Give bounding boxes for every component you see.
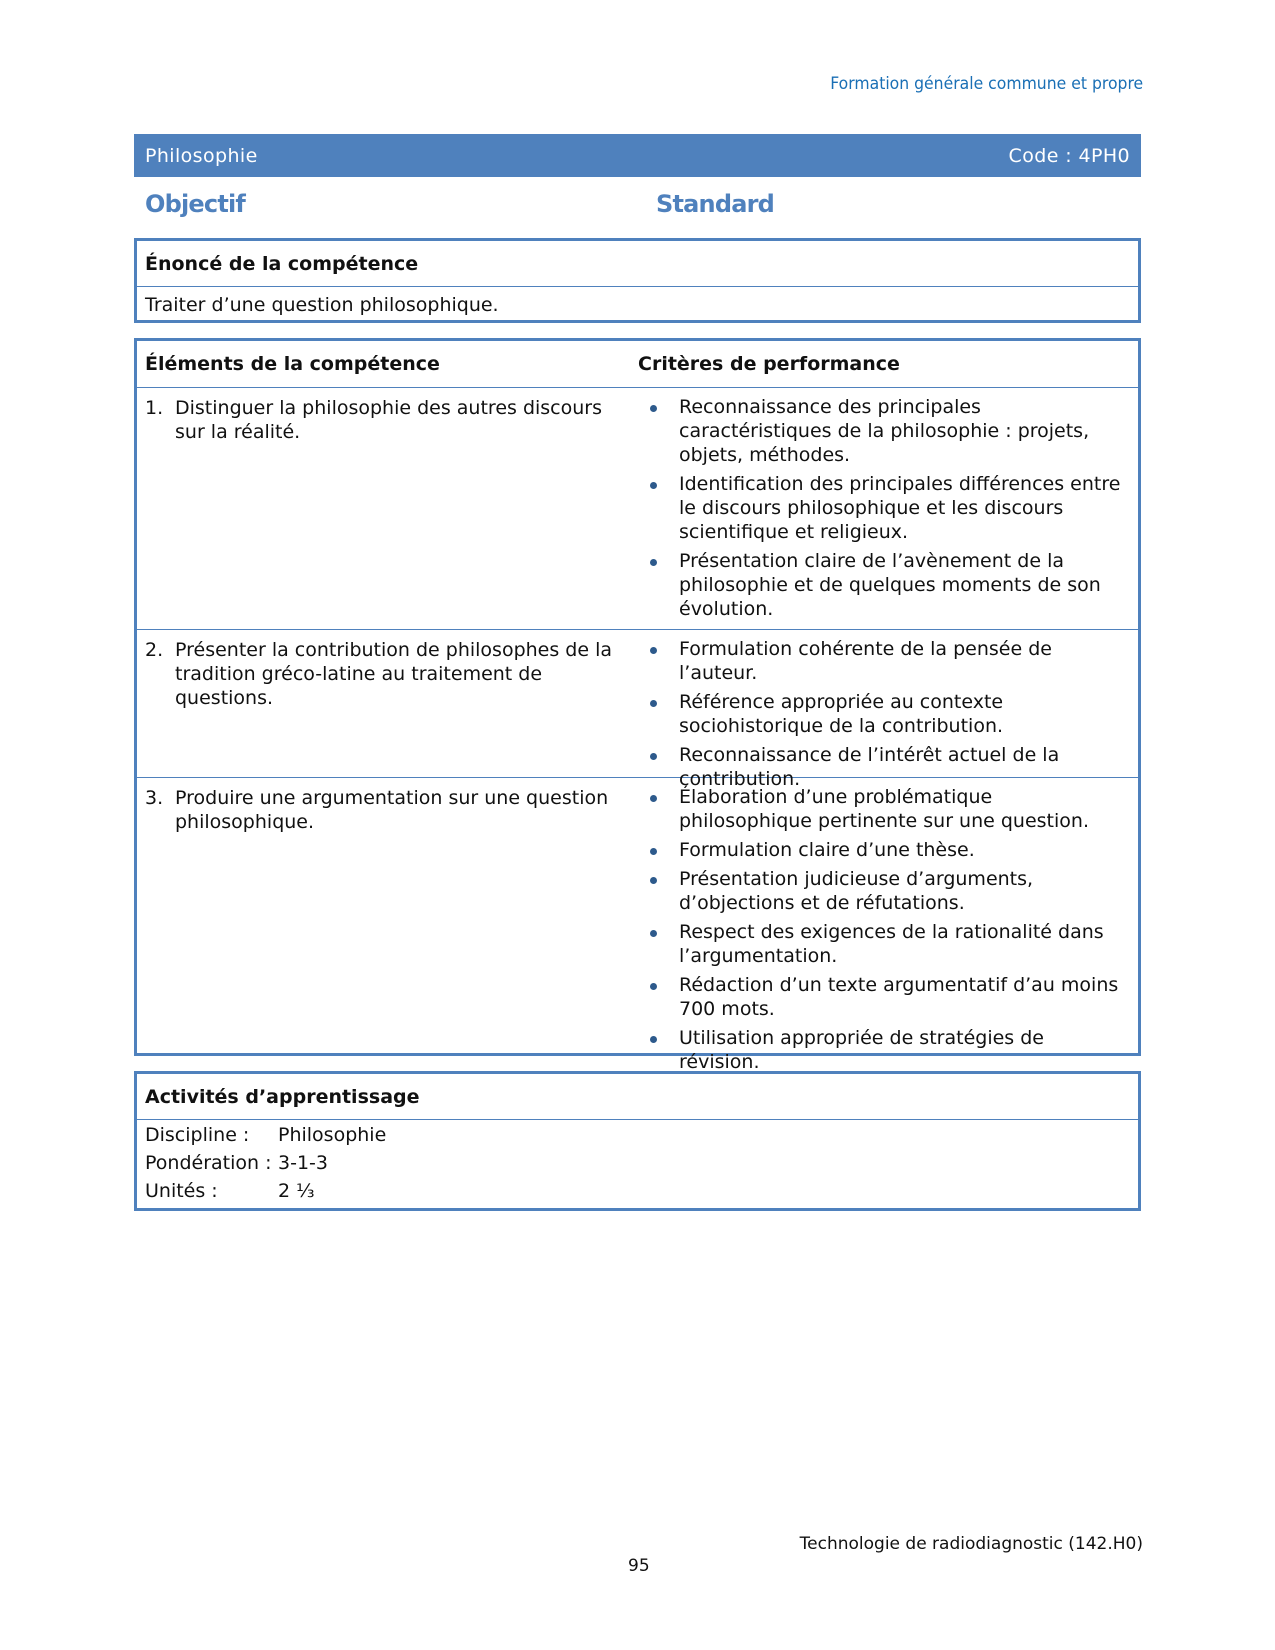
criterion-text: Rédaction d’un texte argumentatif d’au moins 700 mots. [679,974,1119,1020]
element-number: 2. [145,639,164,661]
bullet-icon [638,1026,679,1074]
footer-program: Technologie de radiodiagnostic (142.H0) [799,1534,1143,1554]
table-row [137,388,1138,630]
bullet-icon [638,973,679,1021]
list-item [638,838,1130,862]
bullet-icon [638,785,679,833]
elements-criteria-table [134,338,1141,1073]
element-cell [137,630,630,777]
table-row [137,630,1138,790]
element-number: 3. [145,787,164,809]
bullet-icon [638,920,679,968]
criterion-text: Formulation cohérente de la pensée de l’auteur. [679,638,1052,684]
bullet-icon [638,472,679,544]
criterion-text: Identification des principales différences entre le discours philosophique et les discours scientifique et religieux. [679,473,1121,543]
field-ponderation [145,1149,1130,1177]
bullet-icon [638,549,679,621]
criterion-text: Formulation claire d’une thèse. [679,839,975,861]
competence-statement-text: Traiter d’une question philosophique. [145,294,499,316]
table-row [137,778,1138,1080]
column-header-criteria: Critères de performance [638,353,900,375]
element-number: 1. [145,397,164,419]
bullet-icon [638,637,679,685]
learning-activities-body [137,1120,1138,1205]
element-text: Présenter la contribution de philosophes de la tradition gréco-latine au traitement de questions. [175,639,613,709]
course-code: Code : 4PH0 [1008,144,1130,167]
list-item [638,395,1130,467]
page-number: 95 [628,1556,650,1576]
competence-statement-header: Énoncé de la compétence [137,241,1138,287]
criterion-text: Utilisation appropriée de stratégies de révision. [679,1027,1044,1073]
element-text: Produire une argumentation sur une question philosophique. [175,787,609,833]
criterion-text: Respect des exigences de la rationalité dans l’argumentation. [679,921,1104,967]
criteria-cell [630,778,1138,1080]
field-label: Discipline : [145,1124,250,1146]
criterion-text: Élaboration d’une problématique philosophique pertinente sur une question. [679,786,1089,832]
field-value: Philosophie [278,1124,387,1146]
list-item [638,690,1130,738]
bullet-icon [638,743,679,791]
list-item [638,1026,1130,1074]
element-cell [137,388,630,629]
element-text: Distinguer la philosophie des autres discours sur la réalité. [175,397,603,443]
criteria-cell [630,388,1138,629]
running-header: Formation générale commune et propre [830,74,1143,94]
list-item [638,785,1130,833]
criterion-text: Présentation claire de l’avènement de la philosophie et de quelques moments de son évolution. [679,550,1101,620]
criterion-text: Reconnaissance des principales caractéristiques de la philosophie : projets, objets, méthodes. [679,396,1090,466]
criterion-text: Présentation judicieuse d’arguments, d’objections et de réfutations. [679,868,1034,914]
learning-activities-box [134,1071,1141,1211]
field-units [145,1177,1130,1205]
list-item [638,920,1130,968]
bullet-icon [638,838,679,862]
bullet-icon [638,867,679,915]
course-title-bar [134,134,1141,177]
field-value: 3-1-3 [278,1152,328,1174]
course-subject: Philosophie [145,144,258,167]
field-label: Unités : [145,1180,218,1202]
competence-statement-box [134,238,1141,323]
field-label: Pondération : [145,1152,272,1174]
criteria-cell [630,630,1138,790]
list-item [638,549,1130,621]
standard-label: Standard [656,190,775,218]
criterion-text: Reconnaissance de l’intérêt actuel de la contribution. [679,744,1060,790]
bullet-icon [638,395,679,467]
table-header-row [137,341,1138,388]
field-value: 2 ⅓ [278,1180,315,1202]
learning-activities-header: Activités d’apprentissage [137,1074,1138,1120]
list-item [638,637,1130,685]
list-item [638,867,1130,915]
bullet-icon [638,690,679,738]
column-header-elements: Éléments de la compétence [145,353,440,375]
element-cell [137,778,630,1080]
list-item [638,472,1130,544]
field-discipline [145,1121,1130,1149]
list-item [638,973,1130,1021]
objective-label: Objectif [145,190,246,218]
criterion-text: Référence appropriée au contexte sociohistorique de la contribution. [679,691,1004,737]
